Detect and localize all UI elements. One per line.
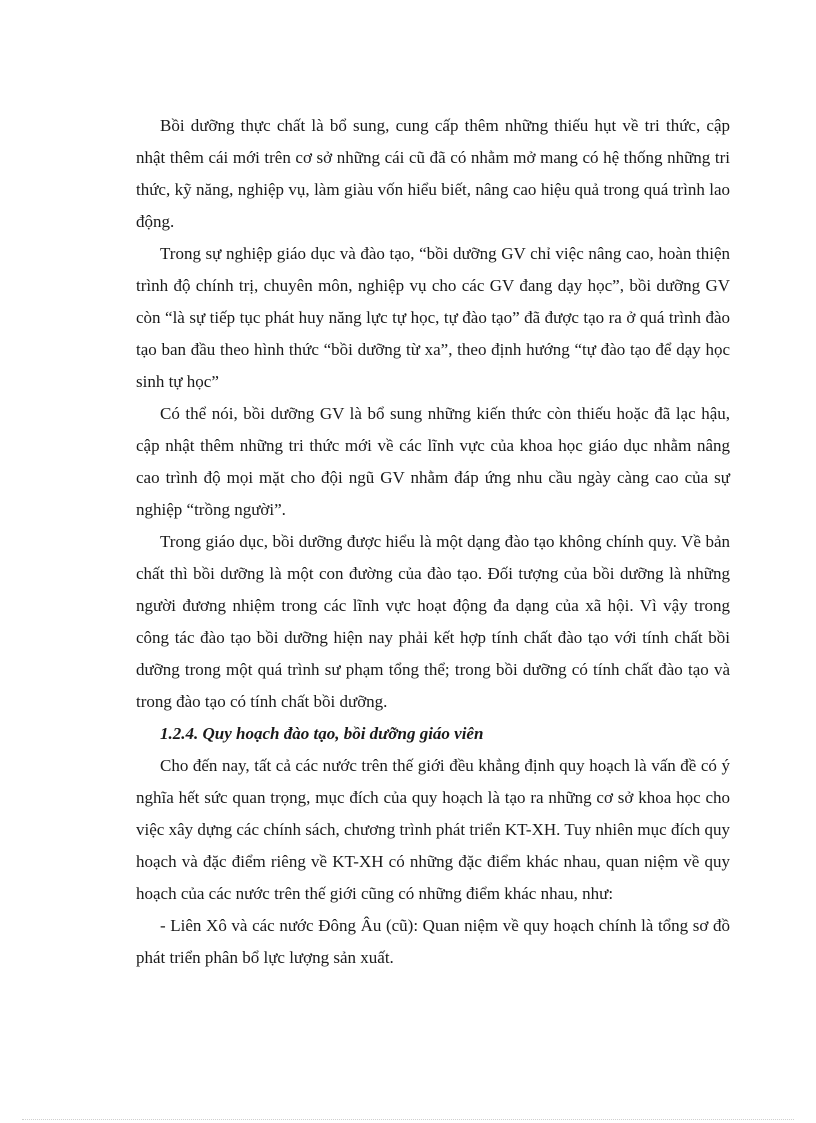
paragraph: Trong sự nghiệp giáo dục và đào tạo, “bồi dưỡng GV chỉ việc nâng cao, hoàn thiện trình độ chính trị, chuyên môn, nghiệp vụ cho các GV đang dạy học”, bồi dưỡng GV còn “là sự tiếp tục phát huy năng lực tự học, tự đào tạo” đã được tạo ra ở quá trình đào tạo ban đầu theo hình thức “bồi dưỡng từ xa”, theo định hướng “tự đào tạo để dạy học sinh tự học” <box>136 244 730 391</box>
section-heading: 1.2.4. Quy hoạch đào tạo, bồi dưỡng giáo viên <box>160 724 484 743</box>
paragraph: Cho đến nay, tất cả các nước trên thế giới đều khẳng định quy hoạch là vấn đề có ý nghĩa hết sức quan trọng, mục đích của quy hoạch là tạo ra những cơ sở khoa học cho việc xây dựng các chính sách, chương trình phát triển KT-XH. Tuy nhiên mục đích quy hoạch và đặc điểm riêng về KT-XH có những đặc điểm khác nhau, quan niệm về quy hoạch của các nước trên thế giới cũng có những điểm khác nhau, như: <box>136 756 730 903</box>
page-bottom-divider <box>22 1119 794 1120</box>
document-body <box>136 110 730 974</box>
paragraph: Có thể nói, bồi dưỡng GV là bổ sung những kiến thức còn thiếu hoặc đã lạc hậu, cập nhật thêm những tri thức mới về các lĩnh vực của khoa học giáo dục nhằm nâng cao trình độ mọi mặt cho đội ngũ GV nhằm đáp ứng nhu cầu ngày càng cao của sự nghiệp “trồng người”. <box>136 404 730 519</box>
paragraph: - Liên Xô và các nước Đông Âu (cũ): Quan niệm về quy hoạch chính là tổng sơ đồ phát triển phân bổ lực lượng sản xuất. <box>136 916 730 967</box>
paragraph: Bồi dưỡng thực chất là bổ sung, cung cấp thêm những thiếu hụt về tri thức, cập nhật thêm cái mới trên cơ sở những cái cũ đã có nhằm mở mang có hệ thống những tri thức, kỹ năng, nghiệp vụ, làm giàu vốn hiểu biết, nâng cao hiệu quả trong quá trình lao động. <box>136 116 730 231</box>
paragraph: Trong giáo dục, bồi dưỡng được hiểu là một dạng đào tạo không chính quy. Về bản chất thì bồi dưỡng là một con đường của đào tạo. Đối tượng của bồi dưỡng là những người đương nhiệm trong các lĩnh vực hoạt động đa dạng của xã hội. Vì vậy trong công tác đào tạo bồi dưỡng hiện nay phải kết hợp tính chất đào tạo với tính chất bồi dưỡng trong một quá trình sư phạm tổng thể; trong bồi dưỡng có tính chất đào tạo và trong đào tạo có tính chất bồi dưỡng. <box>136 532 730 711</box>
